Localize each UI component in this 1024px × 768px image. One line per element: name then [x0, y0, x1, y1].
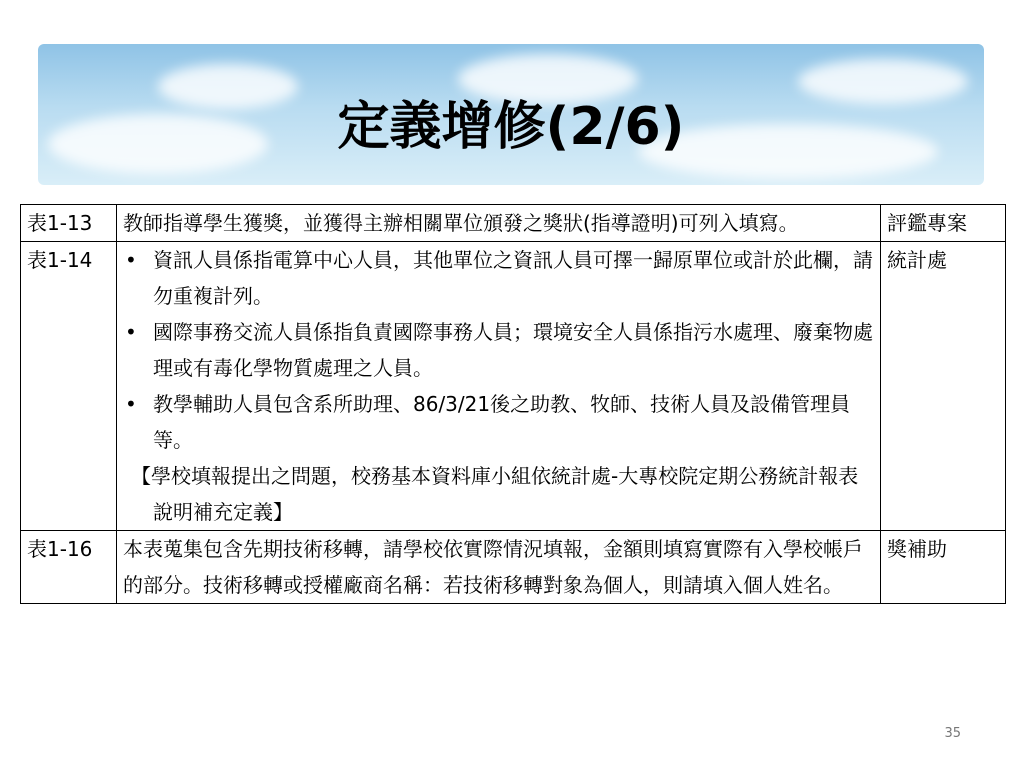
table-owner-cell: 統計處 [881, 242, 1006, 531]
bullet-item: • 國際事務交流人員係指負責國際事務人員；環境安全人員係指污水處理、廢棄物處理或有毒化學物質處理之人員。 [123, 314, 874, 386]
supplement-note: 【學校填報提出之問題，校務基本資料庫小組依統計處-大專校院定期公務統計報表說明補充定義】 [131, 464, 859, 524]
table-id-cell: 表1-14 [21, 242, 117, 531]
table-row [21, 531, 1006, 604]
page-number: 35 [944, 726, 961, 741]
table-id-cell: 表1-16 [21, 531, 117, 604]
slide-title: 定義增修(2/6) [337, 97, 685, 157]
table-row [21, 242, 1006, 531]
definition-table [20, 204, 1006, 604]
bullet-item: • 資訊人員係指電算中心人員，其他單位之資訊人員可擇一歸原單位或計於此欄，請勿重複計列。 [123, 242, 874, 314]
table-owner-cell: 評鑑專案 [881, 205, 1006, 242]
table-desc-cell: 教師指導學生獲獎，並獲得主辦相關單位頒發之獎狀(指導證明)可列入填寫。 [117, 205, 881, 242]
bullet-list [123, 242, 874, 458]
table-owner-cell: 獎補助 [881, 531, 1006, 604]
table-row [21, 205, 1006, 242]
table-desc-cell: 本表蒐集包含先期技術移轉，請學校依實際情況填報，金額則填寫實際有入學校帳戶的部分。技術移轉或授權廠商名稱：若技術移轉對象為個人，則請填入個人姓名。 [117, 531, 881, 604]
table-id-cell: 表1-13 [21, 205, 117, 242]
bullet-item: • 教學輔助人員包含系所助理、86/3/21後之助教、牧師、技術人員及設備管理員等。 [123, 386, 874, 458]
title-banner [38, 44, 984, 185]
table-desc-cell [117, 242, 881, 531]
